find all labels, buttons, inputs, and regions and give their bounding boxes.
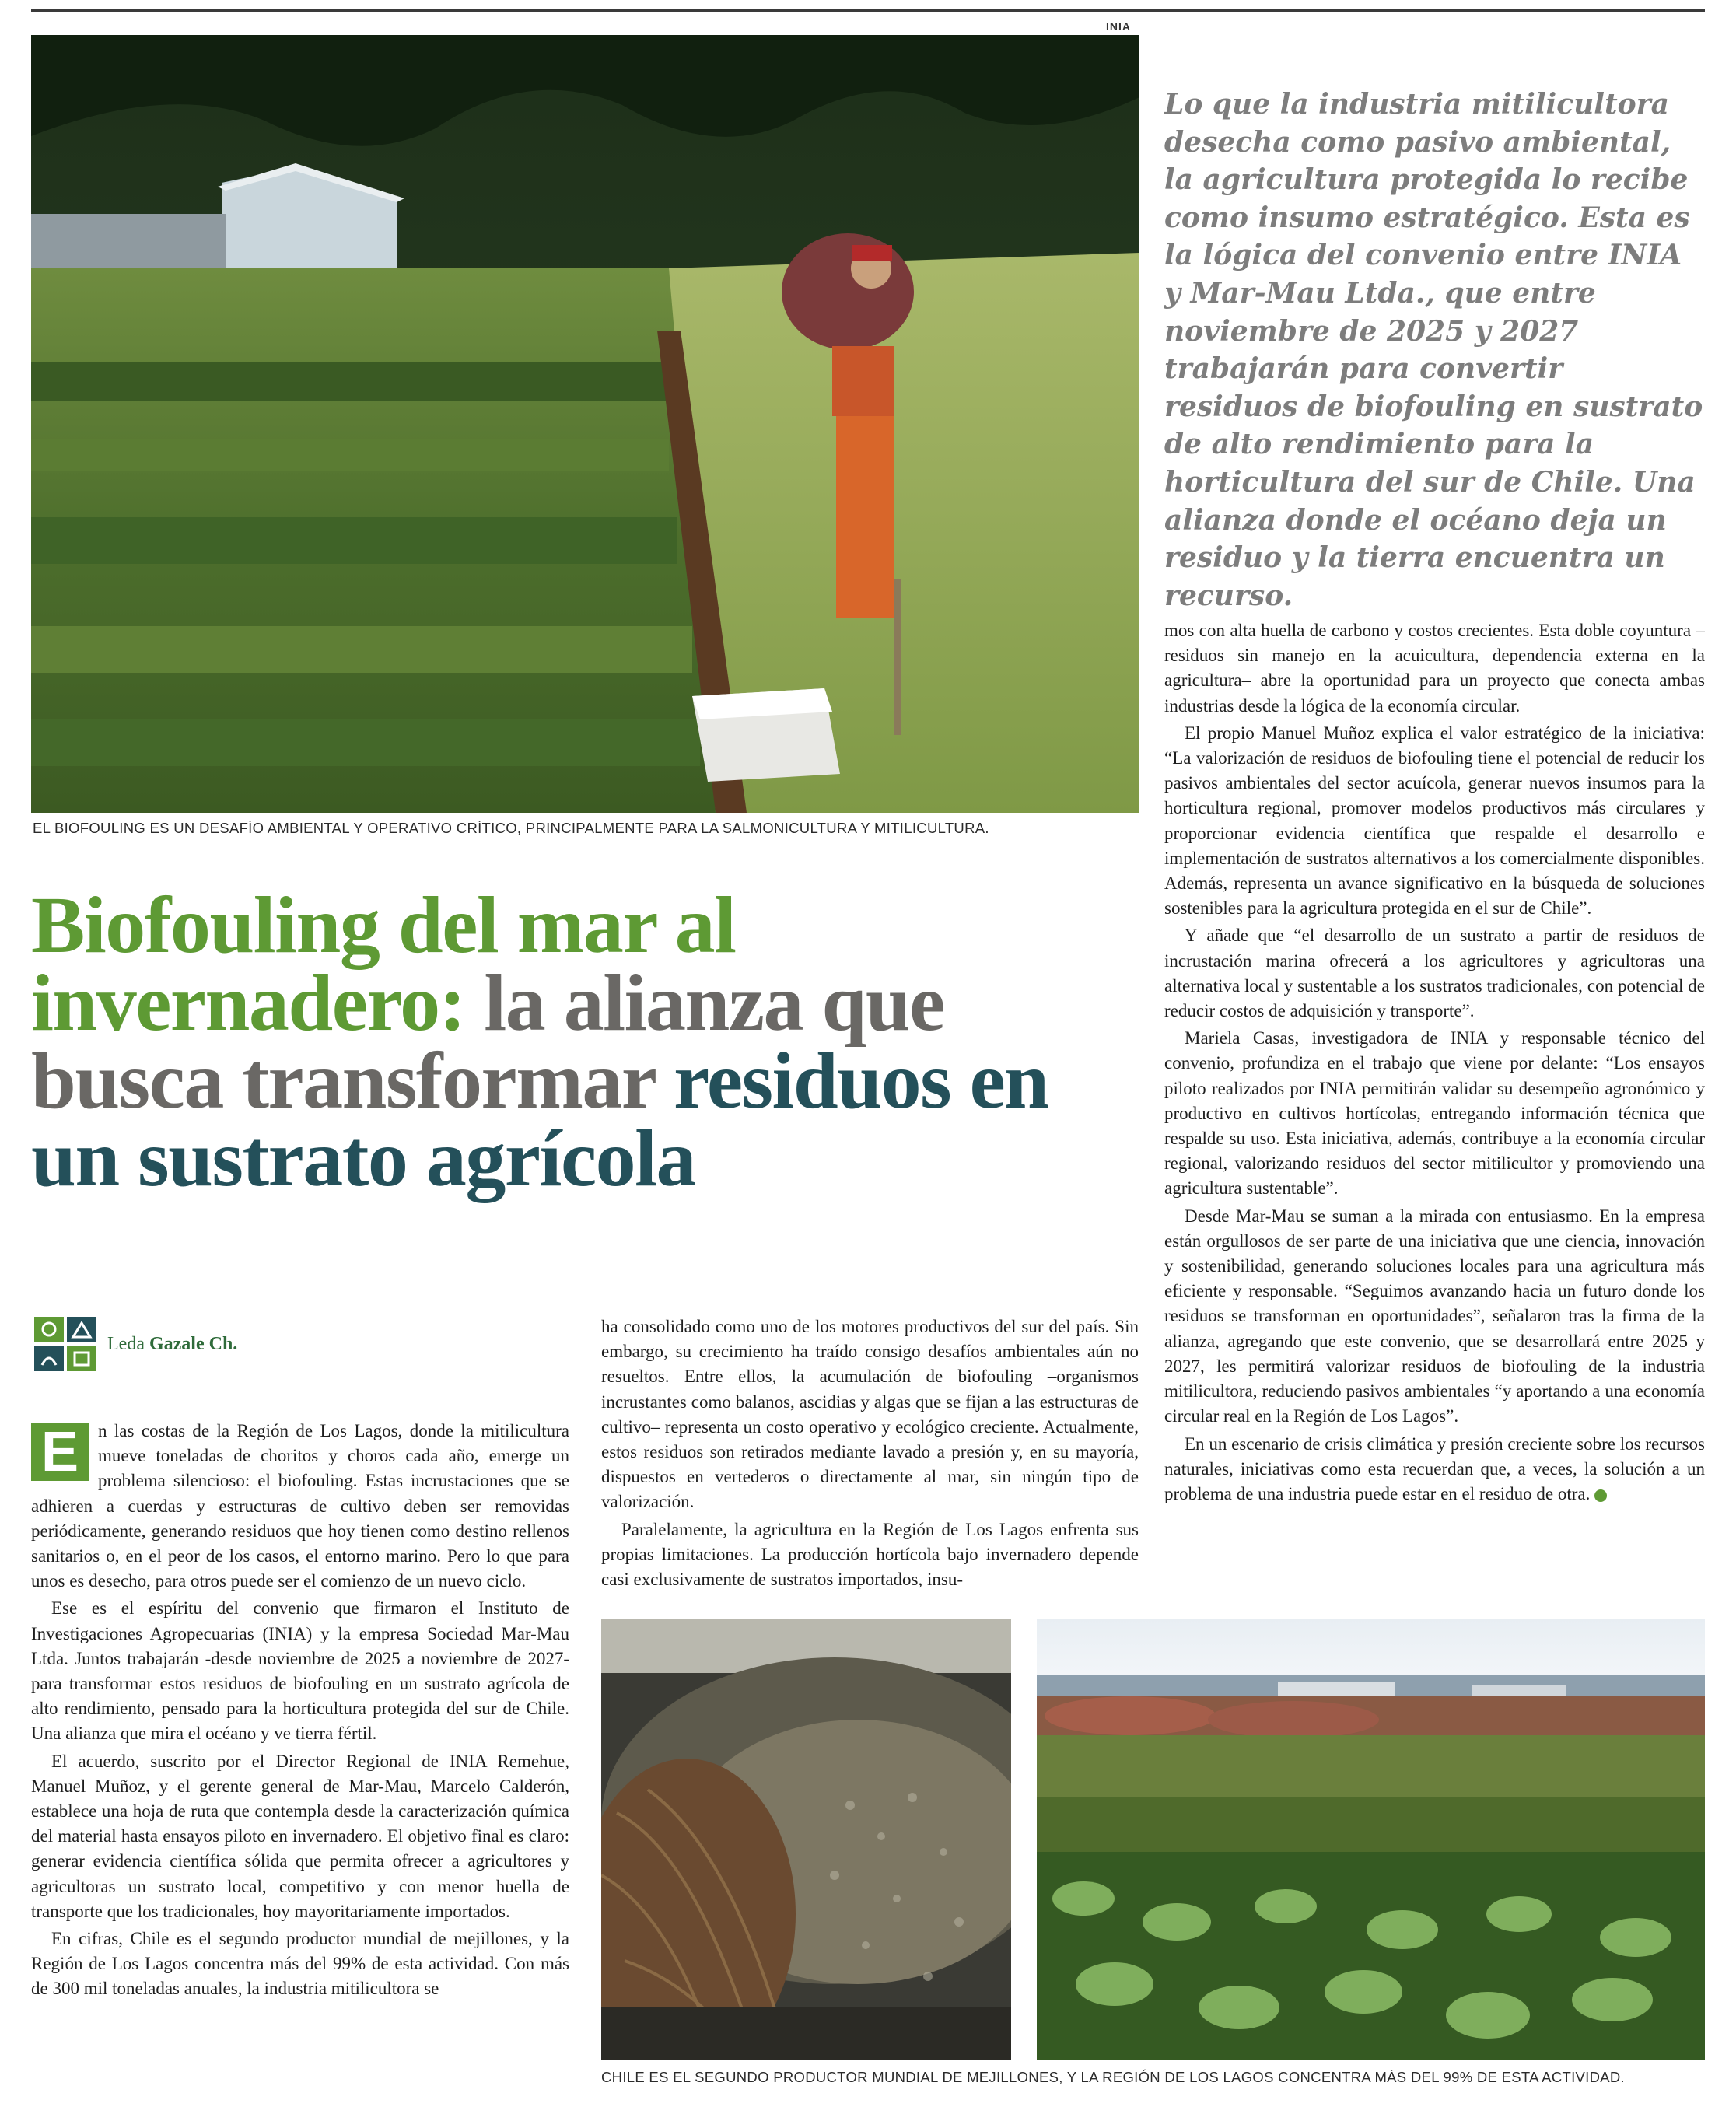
paragraph: Ese es el espíritu del convenio que firmaron el Instituto de Investigaciones Agropecuarias (INIA) y la empresa Sociedad Mar-Mau Ltda. Juntos trabajarán -desde noviembre de 2025 a noviembre de 2027- para transformar estos residuos de biofouling en un sustrato agrícola de alto rendimiento, pensado para la horticultura protegida del sur de Chile. Una alianza que mira el océano y ve tierra fértil. [31, 1598, 569, 1744]
paragraph: mos con alta huella de carbono y costos crecientes. Esta doble coyuntura –residuos sin manejo en la acuicultura, dependencia externa en la agricultura– abre la oportunidad para un proyecto que conecta ambas industrias desde la lógica de la economía circular. [1164, 621, 1705, 716]
crops-field-photo [1037, 1619, 1705, 2060]
final-paragraph-text: En un escenario de crisis climática y presión creciente sobre los recursos naturales, iniciativas como esta recuerdan que, a veces, la solución a un problema de una industria puede estar en el residuo de otra. [1164, 1433, 1705, 1503]
main-photo-caption: EL BIOFOULING ES UN DESAFÍO AMBIENTAL Y OPERATIVO CRÍTICO, PRINCIPALMENTE PARA LA SALMONICULTURA Y MITILICULTURA. [33, 820, 989, 836]
paragraph [1164, 1432, 1705, 1507]
paragraph [31, 1419, 569, 1594]
paragraph: El acuerdo, suscrito por el Director Regional de INIA Remehue, Manuel Muñoz, y el gerente general de Mar-Mau, Marcelo Calderón, establece una hoja de ruta que contempla desde la caracterización química del material hasta ensayos piloto en invernadero. El objetivo final es claro: generar evidencia científica sólida que permita ofrecer a agricultores y agricultoras un sustrato local, competitivo y con menor huella de transporte que los tradicionales, hoy mayoritariamente importados. [31, 1751, 569, 1921]
author-name [107, 1334, 237, 1355]
top-rule [31, 9, 1705, 12]
headline [31, 880, 1128, 1203]
mussel-ropes-photo [601, 1619, 1011, 2060]
paragraph-text: n las costas de la Región de Los Lagos, donde la mitilicultura mueve toneladas de choritos y choros cada año, emerge un problema silencioso: el biofouling. Estas incrustaciones que se adhieren a cuerdas y estructuras de cultivo deben ser removidas periódicamente, generando residuos que hoy tienen como destino rellenos sanitarios o, en el peor de los casos, el entorno marino. Pero lo que para unos es desecho, para otros puede ser el comienzo de un nuevo ciclo. [31, 1421, 569, 1591]
paragraph: El propio Manuel Muñoz explica el valor estratégico de la iniciativa: “La valorización de residuos de biofouling tiene el potencial de reducir los pasivos ambientales del sector acuícola, generar nuevos insumos para la horticultura regional, promover modelos productivos más circulares y proporcionar evidencia científica que respalde el desarrollo e implementación de sustratos alternativos a los comercialmente disponibles. Además, representa un avance significativo en la búsqueda de soluciones sostenibles para la agricultura protegida en el sur de Chile”. [1164, 723, 1705, 919]
drop-cap: E [31, 1423, 89, 1481]
paragraph: ha consolidado como uno de los motores productivos del sur del país. Sin embargo, su crecimiento ha traído consigo desafíos ambientales aún no resueltos. Entre ellos, la acumulación de biofouling –organismos incrustantes como balanos, ascidias y algas que se fijan a las estructuras de cultivo– representa un costo operativo y ecológico creciente. Actualmente, estos residuos son retirados mediante lavado a presión y, en su mayoría, dispuestos en vertederos o directamente al mar, sin ningún tipo de valorización. [601, 1317, 1139, 1512]
author-last: Gazale Ch. [149, 1333, 238, 1354]
byline [34, 1317, 237, 1371]
paragraph: Y añade que “el desarrollo de un sustrato a partir de residuos de incrustación marina ofrecerá a los agricultores y agricultoras una alternativa local y sustentable a los sustratos tradicionales, con potencial de reducir costos de adquisición y transporte”. [1164, 926, 1705, 1021]
headline-dark: residuos en un sustrato agrícola [31, 1036, 1048, 1203]
paragraph: Mariela Casas, investigadora de INIA y responsable técnico del convenio, profundiza en el trabajo que viene por delante: “Los ensayos piloto realizados por INIA permitirán validar su desempeño agronómico y productivo en cultivos hortícolas, entregando información técnica que respalde su uso. Esta iniciativa, además, contribuye a la economía circular regional, valorizando residuos del sector mitilicultor y promoviendo una agricultura sustentable”. [1164, 1028, 1705, 1199]
bottom-photo-caption: CHILE ES EL SEGUNDO PRODUCTOR MUNDIAL DE MEJILLONES, Y LA REGIÓN DE LOS LAGOS CONCENTRA MÁS DEL 99% DE ESTA ACTIVIDAD. [601, 2069, 1625, 2085]
paragraph: En cifras, Chile es el segundo productor mundial de mejillones, y la Región de Los Lagos concentra más del 99% de esta actividad. Con más de 300 mil toneladas anuales, la industria mitilicultora se [31, 1929, 569, 1999]
main-photo [31, 35, 1139, 813]
article-column-2 [601, 1314, 1139, 1610]
paragraph: Paralelamente, la agricultura en la Región de Los Lagos enfrenta sus propias limitaciones. La producción hortícola bajo invernadero depende casi exclusivamente de sustratos importados, insu- [601, 1519, 1139, 1590]
headline-gray: la alianza que busca transformar [31, 958, 944, 1125]
author-first: Leda [107, 1333, 145, 1354]
article-column-3 [1164, 618, 1705, 1614]
headline-green: Biofouling del mar al invernadero: [31, 880, 736, 1048]
article-column-1 [31, 1419, 569, 2103]
section-tag: INIA [1106, 20, 1131, 33]
author-logo-icon [34, 1317, 96, 1371]
lead-paragraph: Lo que la industria mitilicultora desecha como pasivo ambiental, la agricultura protegida lo recibe como insumo estratégico. Esta es la lógica del convenio entre INIA y Mar-Mau Ltda., que entre noviembre de 2025 y 2027 trabajarán para convertir residuos de biofouling en sustrato de alto rendimiento para la horticultura del sur de Chile. Una alianza donde el océano deja un residuo y la tierra encuentra un recurso. [1164, 88, 1703, 612]
paragraph: Desde Mar-Mau se suman a la mirada con entusiasmo. En la empresa están orgullosos de ser parte de una iniciativa que une ciencia, innovación y sostenibilidad, generando soluciones locales para una agricultura más eficiente y responsable. “Seguimos avanzando hacia un futuro donde los residuos se transforman en oportunidades”, señalaron tras la firma de la alianza, agregando que este convenio, que se desarrollará entre 2025 y 2027, les permitirá valorizar residuos de biofouling de la industria mitilicultora, reduciendo pasivos ambientales “y aportando a una economía circular real en la Región de Los Lagos”. [1164, 1206, 1705, 1426]
end-mark-icon [1594, 1489, 1607, 1502]
